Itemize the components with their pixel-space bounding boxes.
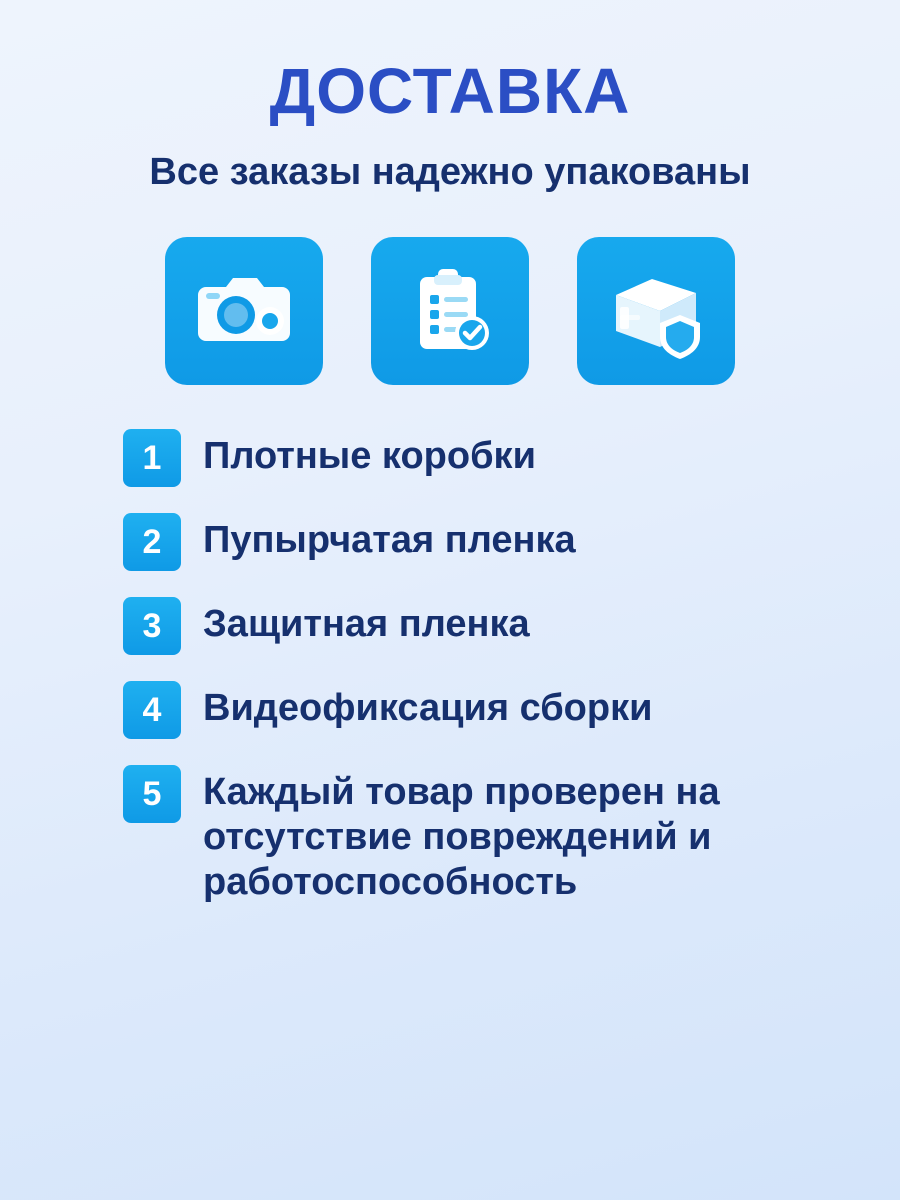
camera-icon-tile	[165, 237, 323, 385]
package-shield-icon	[604, 263, 708, 359]
list-item	[123, 597, 835, 655]
step-number-badge: 5	[123, 765, 181, 823]
package-shield-icon-tile	[577, 237, 735, 385]
camera-icon	[192, 263, 296, 359]
page-subtitle: Все заказы надежно упакованы	[149, 151, 751, 194]
list-item	[123, 513, 835, 571]
page-title: ДОСТАВКА	[269, 55, 631, 127]
step-label: Пупырчатая пленка	[203, 518, 576, 561]
step-label: Плотные коробки	[203, 434, 536, 477]
list-item	[123, 429, 835, 487]
step-number-badge: 4	[123, 681, 181, 739]
icon-row	[165, 237, 735, 385]
clipboard-check-icon	[398, 263, 502, 359]
list-item	[123, 681, 835, 739]
step-number-badge: 1	[123, 429, 181, 487]
step-number-badge: 3	[123, 597, 181, 655]
step-number-badge: 2	[123, 513, 181, 571]
packaging-steps-list	[65, 429, 835, 904]
clipboard-check-icon-tile	[371, 237, 529, 385]
step-label: Видеофиксация сборки	[203, 686, 653, 729]
step-label: Каждый товар проверен на отсутствие повреждений и работоспособность	[203, 770, 720, 903]
list-item	[123, 765, 835, 904]
step-label: Защитная пленка	[203, 602, 530, 645]
